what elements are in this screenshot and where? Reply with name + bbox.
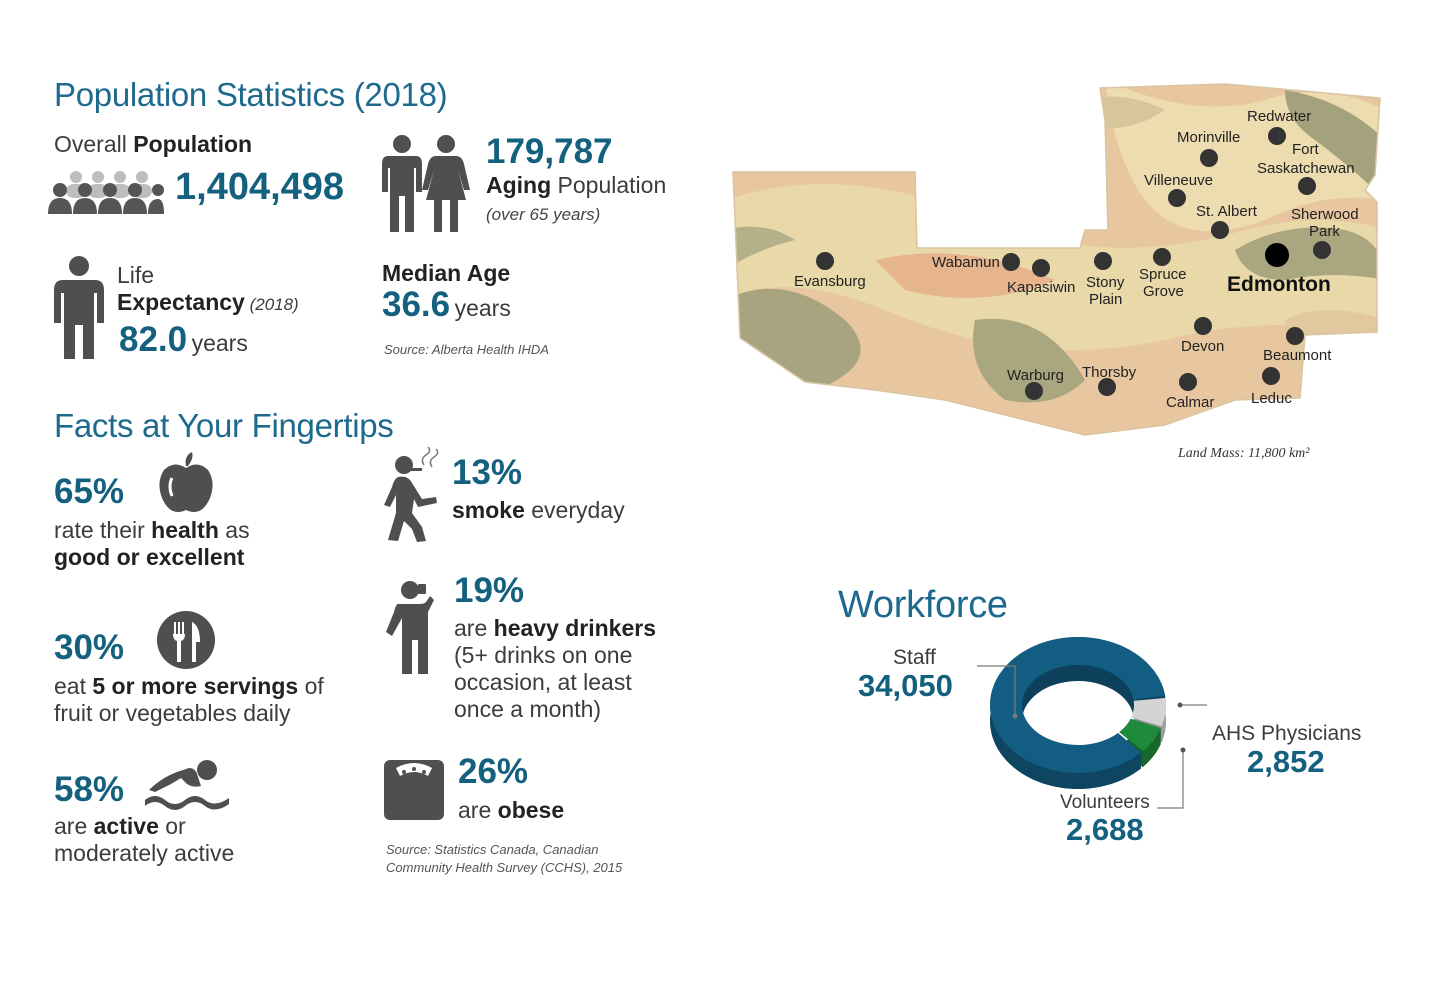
- svg-text:Park: Park: [1309, 223, 1340, 240]
- drink-text: are heavy drinkers (5+ drinks on one occasion, at least once a month): [454, 615, 657, 722]
- drink-pct: 19%: [454, 571, 525, 610]
- aging-population-value: 179,787: [486, 132, 613, 171]
- svg-text:Thorsby: Thorsby: [1082, 364, 1137, 381]
- overall-population-label: Overall Population: [54, 131, 253, 157]
- drinking-person-icon: [382, 578, 438, 674]
- scale-icon: [384, 760, 444, 820]
- facts-title: Facts at Your Fingertips: [54, 407, 394, 444]
- life-expectancy-value: 82.0 years: [119, 320, 248, 359]
- obese-text: are obese: [458, 797, 565, 823]
- svg-text:Kapasiwin: Kapasiwin: [1007, 279, 1076, 296]
- svg-text:Warburg: Warburg: [1007, 367, 1064, 384]
- volunteers-value: 2,688: [1066, 812, 1144, 847]
- svg-text:St. Albert: St. Albert: [1196, 203, 1257, 220]
- smoking-person-icon: [382, 447, 442, 543]
- health-pct: 65%: [54, 472, 125, 511]
- fruit-text: eat 5 or more servings of fruit or vegetables daily: [54, 673, 324, 726]
- svg-text:Villeneuve: Villeneuve: [1144, 172, 1213, 189]
- crowd-icon: [46, 168, 164, 216]
- svg-text:Edmonton: Edmonton: [1227, 273, 1331, 296]
- obese-pct: 26%: [458, 752, 529, 791]
- svg-text:Beaumont: Beaumont: [1263, 347, 1332, 364]
- physicians-value: 2,852: [1247, 744, 1325, 779]
- overall-population-value: 1,404,498: [175, 166, 345, 208]
- population-source: Source: Alberta Health IHDA: [384, 342, 549, 357]
- staff-label: Staff: [893, 646, 936, 669]
- median-age-value: 36.6 years: [382, 285, 511, 324]
- svg-text:Grove: Grove: [1143, 283, 1184, 300]
- smoke-pct: 13%: [452, 453, 523, 492]
- staff-value: 34,050: [858, 668, 953, 703]
- workforce-title: Workforce: [838, 584, 1008, 626]
- aging-couple-icon: [380, 134, 472, 234]
- aging-population-note: (over 65 years): [486, 205, 601, 224]
- svg-text:Devon: Devon: [1181, 338, 1225, 355]
- fork-knife-icon: [156, 610, 216, 670]
- volunteers-label: Volunteers: [1060, 792, 1150, 813]
- svg-text:Saskatchewan: Saskatchewan: [1257, 160, 1355, 177]
- svg-text:Sherwood: Sherwood: [1291, 206, 1359, 223]
- region-map: [725, 80, 1385, 440]
- life-expectancy-label: Life Expectancy (2018): [117, 262, 299, 315]
- svg-text:Evansburg: Evansburg: [794, 273, 866, 290]
- facts-source: Source: Statistics Canada, Canadian Community Health Survey (CCHS), 2015: [386, 842, 623, 875]
- land-mass-note: Land Mass: 11,800 km²: [1178, 446, 1310, 461]
- swimmer-icon: [143, 758, 231, 810]
- fruit-pct: 30%: [54, 628, 125, 667]
- apple-icon: [158, 452, 214, 514]
- svg-text:Stony: Stony: [1086, 274, 1125, 291]
- svg-text:Wabamun: Wabamun: [932, 254, 1000, 271]
- physicians-label: AHS Physicians: [1212, 722, 1362, 745]
- svg-text:Redwater: Redwater: [1247, 108, 1312, 125]
- svg-text:Leduc: Leduc: [1251, 390, 1292, 407]
- aging-population-label: Aging Population: [486, 172, 667, 198]
- svg-text:Plain: Plain: [1089, 291, 1123, 308]
- health-text: rate their health as good or excellent: [54, 517, 250, 570]
- population-title: Population Statistics (2018): [54, 76, 448, 113]
- person-icon: [53, 255, 105, 360]
- svg-text:Calmar: Calmar: [1166, 394, 1215, 411]
- active-pct: 58%: [54, 770, 125, 809]
- median-age-label: Median Age: [382, 260, 511, 286]
- svg-text:Morinville: Morinville: [1177, 129, 1241, 146]
- svg-text:Spruce: Spruce: [1139, 266, 1187, 283]
- svg-text:Fort: Fort: [1292, 141, 1319, 158]
- active-text: are active or moderately active: [54, 813, 235, 866]
- smoke-text: smoke everyday: [452, 497, 625, 523]
